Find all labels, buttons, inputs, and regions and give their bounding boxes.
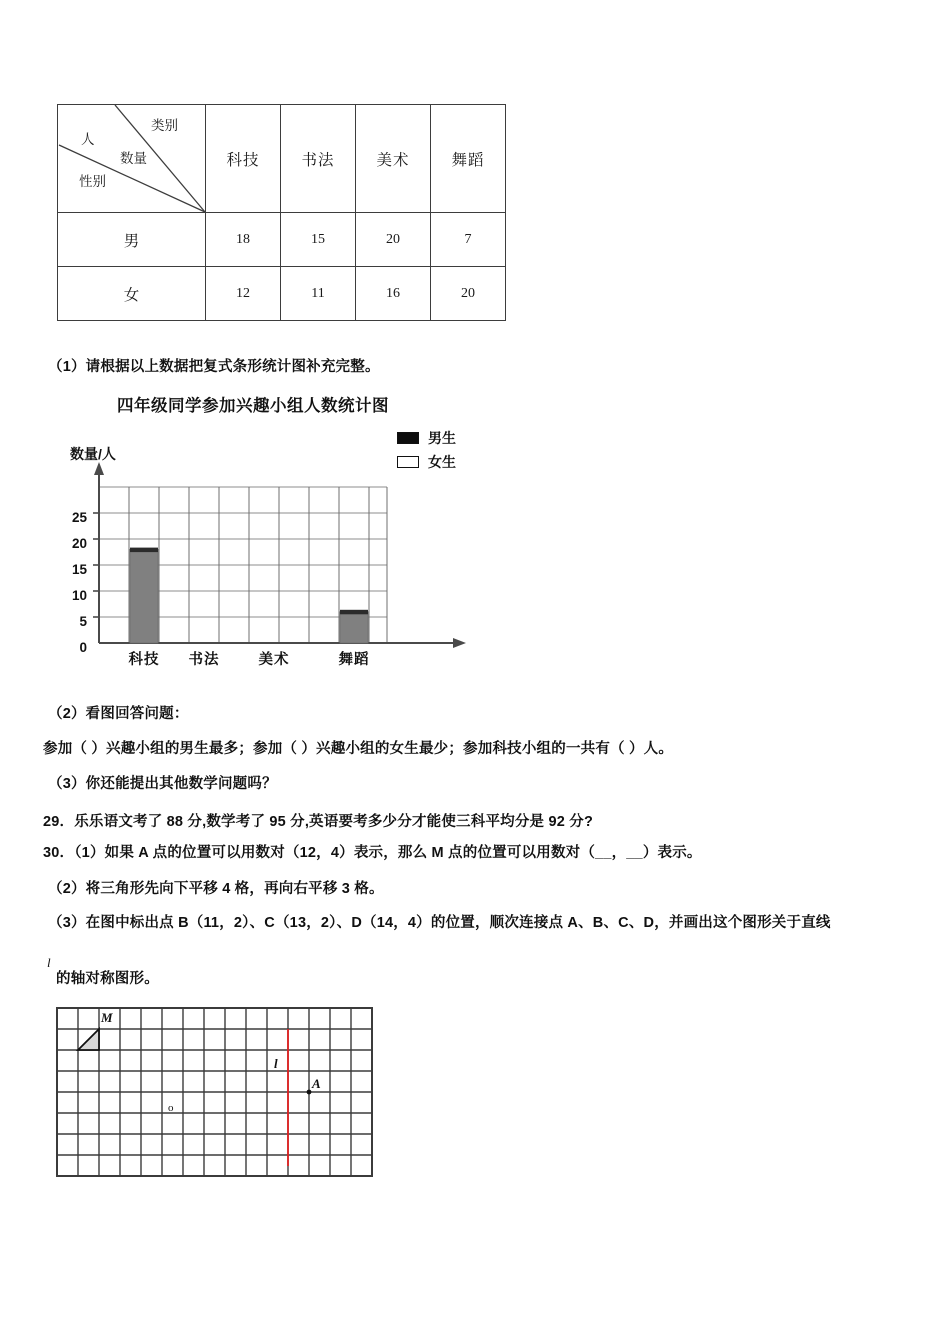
y-tick-20: 20 [71,536,87,551]
question-30-part3-cont: 的轴对称图形。 [56,971,159,987]
table-row-label-male: 男 [58,213,206,267]
legend-swatch-boys-icon [397,432,419,444]
bar-wudao-boys-cap [340,610,368,615]
table-cell-female-wudao: 20 [431,267,506,321]
table-cell-female-shufa: 11 [281,267,356,321]
table-col-header-2: 美术 [356,105,431,213]
chart-title: 四年级同学参加兴趣小组人数统计图 [117,397,389,415]
interest-group-table [57,104,506,321]
grid-label-M: M [101,1010,113,1025]
question-3-text: （3）你还能提出其他数学问题吗？ [48,776,277,792]
table-col-header-0: 科技 [206,105,281,213]
legend-label-girls: 女生 [428,454,456,470]
table-row [58,213,506,267]
corner-label-count: 数量 [120,151,147,166]
table-col-header-3: 舞蹈 [431,105,506,213]
chart-y-axis-label: 数量/人 [70,446,116,462]
bar-keji-boys [130,549,158,643]
question-1-text: （1）请根据以上数据把复式条形统计图补充完整。 [48,359,380,375]
table-cell-male-meishu: 20 [356,213,431,267]
table-row [58,267,506,321]
table-cell-female-keji: 12 [206,267,281,321]
table-header-row [58,105,506,213]
question-29-text: 29．乐乐语文考了 88 分,数学考了 95 分,英语要考多少分才能使三科平均分是 92 分? [43,814,593,830]
question-30-part3: （3）在图中标出点 B（11，2）、C（13，2）、D（14，4）的位置，顺次连接点 A、B、C、D，并画出这个图形关于直线 [48,915,831,931]
table-corner-header [58,105,206,213]
y-tick-15: 15 [71,562,87,577]
y-tick-5: 5 [79,614,87,629]
table-col-header-1: 书法 [281,105,356,213]
y-tick-0: 0 [79,640,87,655]
bar-wudao-boys [340,612,368,643]
corner-label-person: 人 [81,132,95,147]
legend-item-boys [397,428,456,448]
y-tick-10: 10 [71,588,87,603]
coordinate-grid-figure [55,1006,385,1206]
grid-svg [55,1006,385,1201]
point-a-marker [307,1090,312,1095]
table-cell-male-keji: 18 [206,213,281,267]
x-tick-shufa: 书法 [188,652,220,668]
table-cell-female-meishu: 16 [356,267,431,321]
question-2-body: 参加（ ）兴趣小组的男生最多；参加（ ）兴趣小组的女生最少；参加科技小组的一共有（ ）人。 [43,741,674,757]
table-row-label-female: 女 [58,267,206,321]
x-tick-wudao: 舞蹈 [338,652,370,668]
grid-label-l: l [274,1056,278,1071]
x-tick-keji: 科技 [128,652,160,668]
chart-plot-area [57,452,587,667]
bar-chart [57,392,617,677]
grid-label-origin: o [168,1102,174,1114]
x-tick-meishu: 美术 [258,652,290,668]
question-30-line-symbol: l [47,955,51,970]
corner-label-category-1: 类别 [151,118,178,133]
chart-svg [57,452,587,662]
data-table-wrapper [57,104,506,321]
table-cell-male-shufa: 15 [281,213,356,267]
y-tick-25: 25 [71,510,87,525]
grid-label-A: A [312,1076,321,1091]
question-30-part1: 30．（1）如果 A 点的位置可以用数对（12，4）表示，那么 M 点的位置可以用数对（__，__）表示。 [43,845,702,861]
legend-label-boys: 男生 [428,430,456,446]
question-2-heading: （2）看图回答问题： [48,706,189,722]
question-30-part2: （2）将三角形先向下平移 4 格，再向右平移 3 格。 [48,881,384,897]
table-cell-male-wudao: 7 [431,213,506,267]
corner-label-gender: 性别 [79,174,106,189]
bar-keji-boys-cap [130,548,158,553]
